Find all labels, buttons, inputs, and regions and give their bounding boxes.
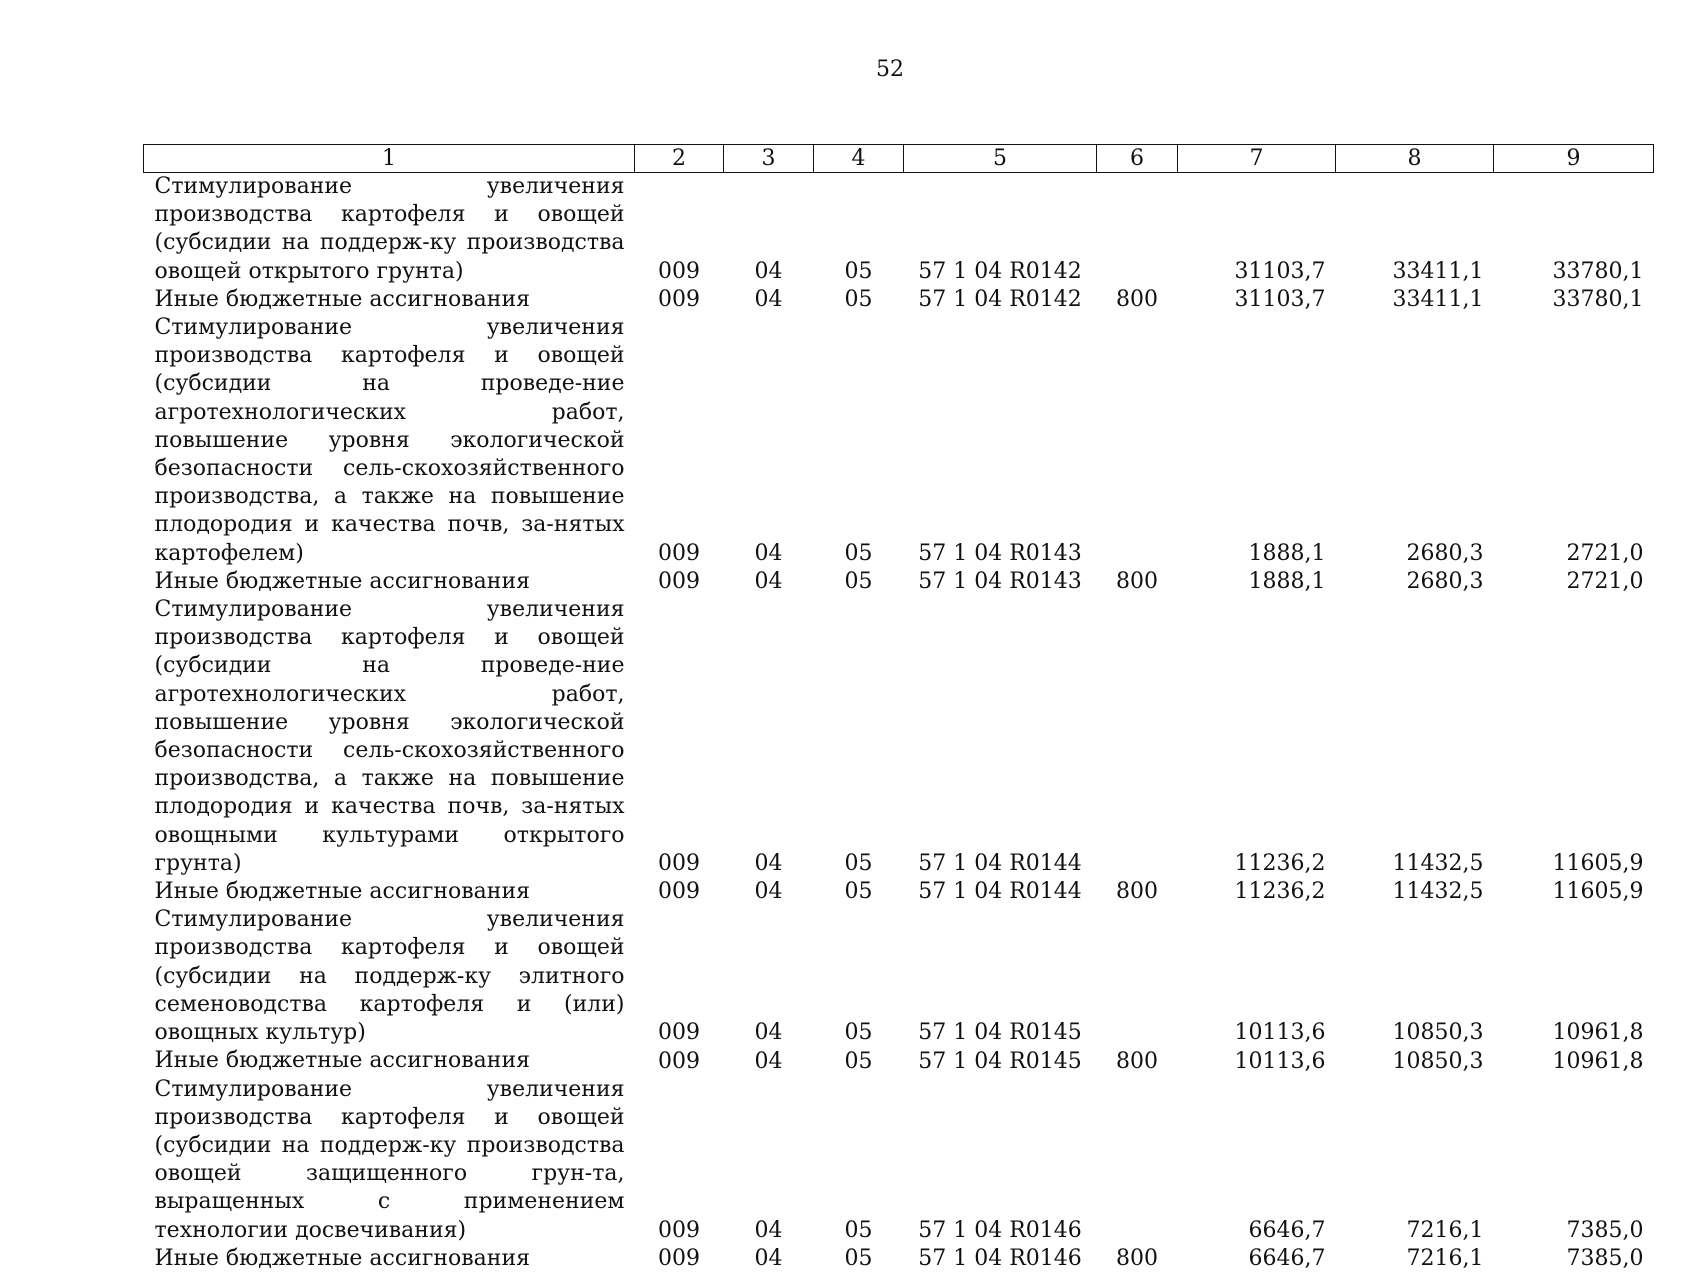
ministry-code: 009: [658, 879, 700, 905]
column-header: 3: [724, 145, 814, 173]
column-header: 7: [1178, 145, 1336, 173]
row-description: Стимулирование увеличения производства картофеля и овощей (субсидии на проведе-ние агротехнологических работ, повышение уровня экологической безопасности сель-скохозяйственного производства, а также на повышение плодородия и качества почв, за-нятых овощными культурами открытого грунта): [154, 597, 625, 876]
amount-col-8: 33411,1: [1392, 258, 1484, 284]
target-article-code: 57 1 04 R0143: [918, 569, 1082, 595]
section-code: 04: [754, 879, 783, 905]
amount-col-8: 10850,3: [1392, 1020, 1484, 1046]
amount-col-7: 31103,7: [1234, 287, 1326, 313]
expense-type-code: [1097, 173, 1178, 286]
subsection-code: 05: [844, 1245, 873, 1271]
ministry-code: 009: [658, 1217, 700, 1243]
section-code: 04: [754, 287, 783, 313]
subsection-code: 05: [844, 851, 873, 877]
amount-col-7: 10113,6: [1234, 1020, 1326, 1046]
expense-type-code: 800: [1116, 1048, 1158, 1074]
expense-type-code: [1097, 314, 1178, 568]
expense-type-code: [1097, 596, 1178, 878]
table-row: [144, 173, 1654, 286]
row-description: Иные бюджетные ассигнования: [154, 1245, 530, 1271]
amount-col-7: 11236,2: [1234, 851, 1326, 877]
expense-type-code: [1097, 1076, 1178, 1245]
target-article-code: 57 1 04 R0142: [918, 258, 1082, 284]
page-number: 52: [876, 57, 904, 82]
amount-col-9: 7385,0: [1566, 1217, 1644, 1243]
table-row: [144, 1076, 1654, 1245]
section-code: 04: [754, 1245, 783, 1271]
ministry-code: 009: [658, 287, 700, 313]
column-header: 4: [814, 145, 904, 173]
row-description: Стимулирование увеличения производства картофеля и овощей (субсидии на поддерж-ку производства овощей открытого грунта): [154, 174, 625, 284]
section-code: 04: [754, 1048, 783, 1074]
row-description: Стимулирование увеличения производства картофеля и овощей (субсидии на поддерж-ку элитного семеноводства картофеля и (или) овощных культур): [154, 907, 625, 1046]
column-header: 2: [635, 145, 724, 173]
amount-col-7: 6646,7: [1248, 1245, 1326, 1271]
amount-col-8: 7216,1: [1406, 1245, 1484, 1271]
amount-col-9: 2721,0: [1566, 540, 1644, 566]
ministry-code: 009: [658, 851, 700, 877]
target-article-code: 57 1 04 R0144: [918, 851, 1082, 877]
subsection-code: 05: [844, 258, 873, 284]
amount-col-8: 10850,3: [1392, 1048, 1484, 1074]
expense-type-code: 800: [1116, 287, 1158, 313]
target-article-code: 57 1 04 R0145: [918, 1020, 1082, 1046]
subsection-code: 05: [844, 287, 873, 313]
amount-col-7: 11236,2: [1234, 879, 1326, 905]
section-code: 04: [754, 851, 783, 877]
ministry-code: 009: [658, 540, 700, 566]
amount-col-7: 1888,1: [1248, 569, 1326, 595]
section-code: 04: [754, 540, 783, 566]
table-row: [144, 286, 1654, 314]
column-header: 8: [1336, 145, 1494, 173]
amount-col-8: 11432,5: [1392, 879, 1484, 905]
section-code: 04: [754, 569, 783, 595]
amount-col-7: 1888,1: [1248, 540, 1326, 566]
amount-col-8: 2680,3: [1406, 540, 1484, 566]
subsection-code: 05: [844, 1020, 873, 1046]
row-description: Стимулирование увеличения производства картофеля и овощей (субсидии на проведе-ние агротехнологических работ, повышение уровня экологической безопасности сель-скохозяйственного производства, а также на повышение плодородия и качества почв, за-нятых картофелем): [154, 315, 625, 566]
expense-type-code: 800: [1116, 879, 1158, 905]
amount-col-9: 2721,0: [1566, 569, 1644, 595]
column-header: 1: [144, 145, 635, 173]
subsection-code: 05: [844, 879, 873, 905]
row-description: Иные бюджетные ассигнования: [154, 879, 530, 905]
row-description: Иные бюджетные ассигнования: [154, 568, 530, 594]
column-header: 9: [1494, 145, 1654, 173]
target-article-code: 57 1 04 R0146: [918, 1245, 1082, 1271]
target-article-code: 57 1 04 R0143: [918, 540, 1082, 566]
amount-col-7: 31103,7: [1234, 258, 1326, 284]
section-code: 04: [754, 1217, 783, 1243]
amount-col-7: 6646,7: [1248, 1217, 1326, 1243]
ministry-code: 009: [658, 258, 700, 284]
amount-col-8: 33411,1: [1392, 287, 1484, 313]
amount-col-8: 11432,5: [1392, 851, 1484, 877]
table-header-row: [144, 145, 1654, 173]
subsection-code: 05: [844, 1048, 873, 1074]
ministry-code: 009: [658, 1020, 700, 1046]
expense-type-code: 800: [1116, 569, 1158, 595]
ministry-code: 009: [658, 1245, 700, 1271]
amount-col-9: 7385,0: [1566, 1245, 1644, 1271]
ministry-code: 009: [658, 569, 700, 595]
expense-type-code: [1097, 906, 1178, 1047]
section-code: 04: [754, 1020, 783, 1046]
table-row: [144, 596, 1654, 878]
amount-col-9: 11605,9: [1552, 879, 1644, 905]
amount-col-9: 10961,8: [1552, 1048, 1644, 1074]
table-row: [144, 1047, 1654, 1075]
subsection-code: 05: [844, 540, 873, 566]
table-row: [144, 568, 1654, 596]
amount-col-7: 10113,6: [1234, 1048, 1326, 1074]
target-article-code: 57 1 04 R0146: [918, 1217, 1082, 1243]
amount-col-8: 7216,1: [1406, 1217, 1484, 1243]
amount-col-9: 11605,9: [1552, 851, 1644, 877]
subsection-code: 05: [844, 569, 873, 595]
row-description: Стимулирование увеличения производства картофеля и овощей (субсидии на поддерж-ку производства овощей защищенного грун-та, выращенных с применением технологии досвечивания): [154, 1076, 625, 1243]
amount-col-8: 2680,3: [1406, 569, 1484, 595]
column-header: 6: [1097, 145, 1178, 173]
table-row: [144, 878, 1654, 906]
table-row: [144, 314, 1654, 568]
expense-type-code: 800: [1116, 1245, 1158, 1271]
table-row: [144, 906, 1654, 1047]
amount-col-9: 33780,1: [1552, 287, 1644, 313]
section-code: 04: [754, 258, 783, 284]
target-article-code: 57 1 04 R0145: [918, 1048, 1082, 1074]
column-header: 5: [904, 145, 1097, 173]
ministry-code: 009: [658, 1048, 700, 1074]
amount-col-9: 33780,1: [1552, 258, 1644, 284]
subsection-code: 05: [844, 1217, 873, 1243]
target-article-code: 57 1 04 R0142: [918, 287, 1082, 313]
target-article-code: 57 1 04 R0144: [918, 879, 1082, 905]
table-row: [144, 1245, 1654, 1273]
budget-table: [143, 144, 1654, 1273]
amount-col-9: 10961,8: [1552, 1020, 1644, 1046]
row-description: Иные бюджетные ассигнования: [154, 1048, 530, 1074]
row-description: Иные бюджетные ассигнования: [154, 286, 530, 312]
